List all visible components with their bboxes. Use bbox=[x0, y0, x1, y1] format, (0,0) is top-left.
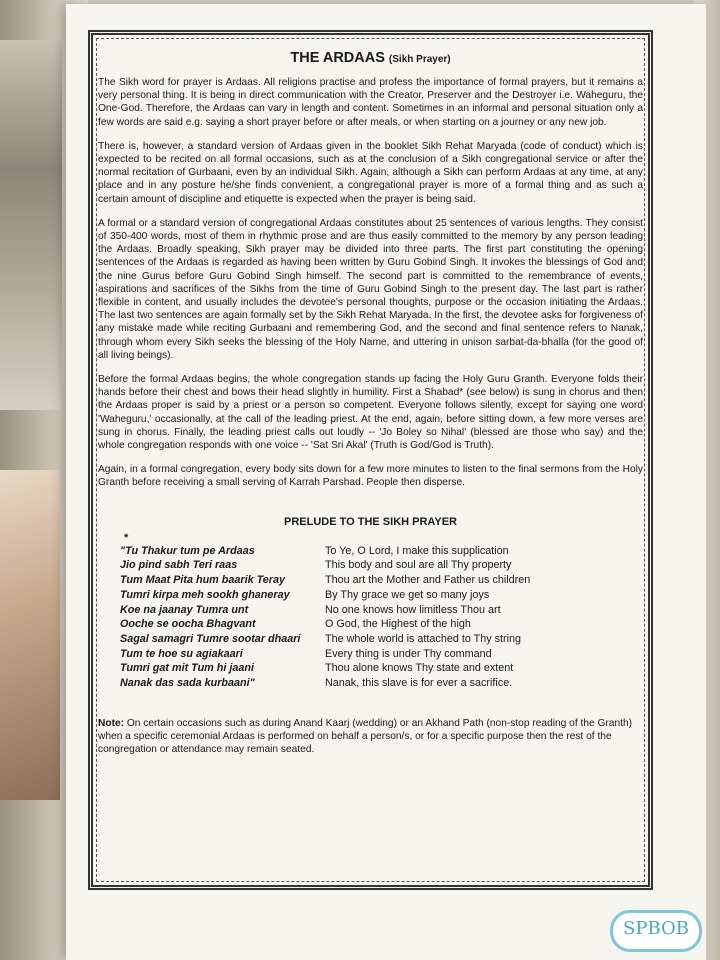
verse-gurmukhi: Sagal samagri Tumre sootar dhaari bbox=[120, 632, 301, 645]
prelude-marker: * bbox=[124, 531, 129, 544]
paragraph-3: A formal or a standard version of congregational Ardaas constitutes about 25 sentences of various lengths. They consist of 350-400 words, most of them in rhythmic prose and are thus easily committed to the memory by any person leading the Ardaas. Broadly speaking, Sikh prayer may be divided into three parts. The first part constituting the opening sentences of the Ardaas is regarded as having been written by Guru Gobind Singh. It invokes the blessings of God and the nine Gurus before Guru Gobind Singh himself. The second part is committed to the remembrance of events, aspirations and sacrifices of the Sikhs from the time of Guru Gobind Singh to the present day. The last part is rather flexible in content, and usually includes the devotee's personal thoughts, purpose or the occasion initiating the Ardaas. The last two sentences are again formally set by the Sikh Rehat Maryada. In the first, the devotee asks for forgiveness of any mistake made while reciting Gurbaani and remembering God, and the second and final sentence refers to Nanak, through whom every Sikh seeks the blessing of the Holy Name, and uttering in unison sarbat-da-bhalla (for the good of all living beings). bbox=[98, 217, 643, 361]
verse-gurmukhi: Tum Maat Pita hum baarik Teray bbox=[120, 574, 286, 587]
verse-row bbox=[120, 647, 643, 662]
verse-gurmukhi: Tumri gat mit Tum hi jaani bbox=[120, 662, 254, 675]
verse-english: Every thing is under Thy command bbox=[325, 647, 492, 660]
verse-gurmukhi: Koe na jaanay Tumra unt bbox=[120, 603, 249, 616]
verse-english: Thou art the Mother and Father us children bbox=[325, 574, 531, 587]
watermark-logo: SPBOB bbox=[610, 910, 702, 952]
prelude-verses bbox=[120, 544, 643, 691]
verse-gurmukhi: Jio pind sabh Teri raas bbox=[120, 559, 238, 572]
verse-english: Thou alone knows Thy state and extent bbox=[325, 662, 514, 675]
verse-english: Nanak, this slave is for ever a sacrifice. bbox=[325, 677, 513, 690]
page-title bbox=[98, 50, 643, 66]
note-label: Note: bbox=[98, 717, 125, 729]
verse-english: This body and soul are all Thy property bbox=[325, 559, 512, 572]
prelude-heading: PRELUDE TO THE SIKH PRAYER bbox=[284, 515, 457, 528]
verse-row bbox=[120, 573, 643, 588]
paragraph-1: The Sikh word for prayer is Ardaas. All religions practise and profess the importance of formal prayers, but it remains a very personal thing. It is being in direct communication with the Creator, Preserver and the Destroyer i.e. Waheguru, the One-God. Therefore, the Ardaas can vary in length and content. Sometimes in an informal and personal situation only a few words are said e.g. saying a short prayer before or after meals, or when starting on a journey or any new job. bbox=[98, 77, 643, 128]
verse-row bbox=[120, 632, 643, 647]
title-text: THE ARDAAS bbox=[290, 50, 385, 66]
verse-english: No one knows how limitless Thou art bbox=[325, 603, 501, 616]
verse-gurmukhi: Nanak das sada kurbaani" bbox=[120, 677, 255, 690]
verse-english: By Thy grace we get so many joys bbox=[325, 588, 490, 601]
verse-gurmukhi: Tum te hoe su agiakaari bbox=[120, 647, 243, 660]
verse-gurmukhi: Tumri kirpa meh sookh ghaneray bbox=[120, 588, 290, 601]
verse-row bbox=[120, 603, 643, 618]
adjacent-photo-bottom bbox=[0, 470, 60, 800]
paragraph-2: There is, however, a standard version of Ardaas given in the booklet Sikh Rehat Maryada (code of conduct) which is expected to be recited on all formal occasions, such as at the conclusion of a Sikh congregational service or after the normal recitation of Gurbaani, even by an individual Sikh. Again, although a Sikh can perform Ardaas at any time, at any place and in any posture he/she finds convenient, a congregational prayer is more of a formal thing and as such a certain amount of discipline and etiquette is expected when the prayer is being said. bbox=[98, 140, 643, 205]
paragraph-4: Before the formal Ardaas begins, the whole congregation stands up facing the Holy Guru Granth. Everyone folds their hands before their chest and bows their head slightly in humility. First a Shabad* (see below) is sung in chorus and then the Ardaas proper is said by a priest or a person so competent. Everyone follows silently, except for saying one word 'Waheguru,' occasionally, at the call of the leading priest. At the end, again, before sitting down, a few more verses are sung in chorus. Finally, the leading priest calls out loudly -- 'Jo Boley so Nihal' (blessed are those who say) and the whole congregation responds with one voice -- 'Sat Sri Akal' (Truth is God/God is Truth). bbox=[98, 374, 643, 452]
page-content bbox=[98, 44, 643, 756]
verse-row bbox=[120, 676, 643, 691]
verse-row bbox=[120, 588, 643, 603]
verse-row bbox=[120, 558, 643, 573]
verse-english: O God, the Highest of the high bbox=[325, 618, 471, 631]
adjacent-photo-top bbox=[0, 40, 62, 410]
note-paragraph bbox=[98, 717, 643, 757]
note-text: On certain occasions such as during Anand Kaarj (wedding) or an Akhand Path (non-stop reading of the Granth) when a specific ceremonial Ardaas is performed on behalf a person/s, or for a specific purpose then the rest of the congregation or attendance may remain seated. bbox=[98, 717, 633, 756]
verse-english: The whole world is attached to Thy string bbox=[325, 632, 522, 645]
title-subtitle: (Sikh Prayer) bbox=[388, 54, 451, 65]
verse-row bbox=[120, 661, 643, 676]
verse-gurmukhi: "Tu Thakur tum pe Ardaas bbox=[120, 544, 255, 557]
verse-row bbox=[120, 544, 643, 559]
verse-gurmukhi: Ooche se oocha Bhagvant bbox=[120, 618, 256, 631]
verse-row bbox=[120, 617, 643, 632]
paragraph-5: Again, in a formal congregation, every body sits down for a few more minutes to listen to the final sermons from the Holy Granth before receiving a small serving of Karrah Parshad. People then disperse. bbox=[98, 464, 643, 489]
verse-english: To Ye, O Lord, I make this supplication bbox=[325, 544, 509, 557]
